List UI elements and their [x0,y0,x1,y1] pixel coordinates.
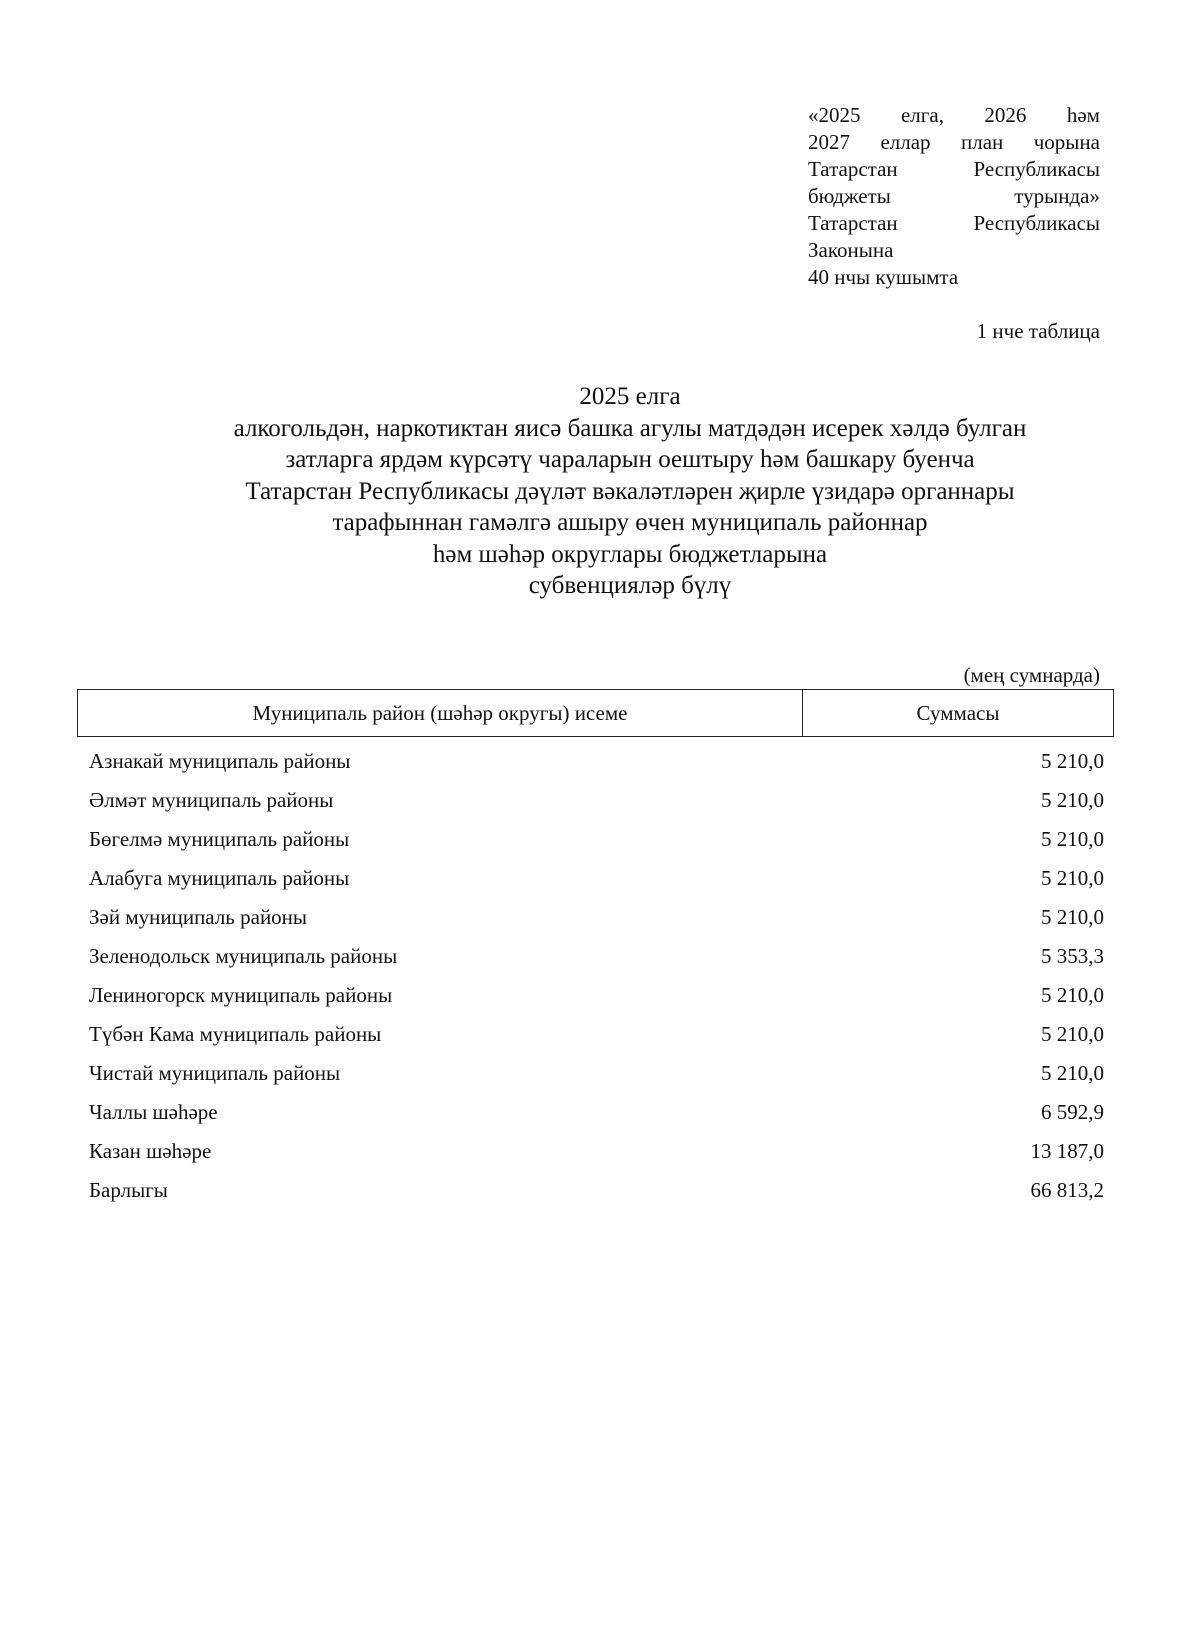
header-name-cell: Муниципаль район (шәһәр округы) исеме [78,690,803,736]
appendix-word: елга, [900,103,944,127]
table-row [89,820,1104,859]
row-sum: 5 210,0 [1041,1061,1104,1085]
appendix-word: 2026 [984,103,1027,127]
title-line: тарафыннан гамәлгә ашыру өчен муниципаль районнар [332,509,928,536]
appendix-word: Татарстан [808,211,898,235]
row-name: Зәй муниципаль районы [89,905,308,929]
row-name: Барлыгы [89,1178,168,1202]
document-title [100,381,1160,602]
row-sum: 5 210,0 [1041,827,1104,851]
appendix-word: «2025 [808,103,861,127]
appendix-word: Татарстан [808,157,898,181]
appendix-word: Республикасы [973,211,1100,235]
appendix-line [808,102,1100,129]
appendix-word: турында» [1014,184,1100,208]
row-sum: 5 353,3 [1041,944,1104,968]
row-sum: 5 210,0 [1041,749,1104,773]
row-sum: 5 210,0 [1041,905,1104,929]
appendix-word: 2027 [808,130,850,154]
appendix-reference [808,102,1100,291]
title-line: 2025 елга [579,383,681,410]
title-line: Татарстан Республикасы дәүләт вәкаләтләрен җирле үзидарә органнары [245,477,1015,505]
appendix-line [808,183,1100,210]
appendix-line [808,129,1100,156]
row-name: Зеленодольск муниципаль районы [89,944,398,968]
table-row [89,1054,1104,1093]
table-header [77,689,1114,737]
appendix-word: план [961,130,1004,154]
row-sum: 5 210,0 [1041,866,1104,890]
appendix-line [808,264,1100,291]
table-row [89,898,1104,937]
row-sum: 13 187,0 [1030,1139,1104,1163]
row-name: Азнакай муниципаль районы [89,749,351,773]
row-sum: 6 592,9 [1041,1100,1104,1124]
appendix-line [808,237,1100,264]
row-sum: 66 813,2 [1030,1178,1104,1202]
table-row [89,742,1104,781]
row-sum: 5 210,0 [1041,788,1104,812]
appendix-word: еллар [880,130,931,154]
table-row [89,1015,1104,1054]
row-name: Лениногорск муниципаль районы [89,983,393,1007]
appendix-line [808,156,1100,183]
appendix-word: Республикасы [973,157,1100,181]
table-body [89,742,1104,1210]
appendix-line [808,210,1100,237]
title-line: алкогольдән, наркотиктан яисә башка агулы матдәдән исерек хәлдә булган [233,414,1027,442]
row-sum: 5 210,0 [1041,983,1104,1007]
row-name: Әлмәт муниципаль районы [89,788,334,812]
units-note: (мең сумнарда) [963,663,1100,687]
table-number: 1 нче таблица [976,319,1100,343]
row-name: Бөгелмә муниципаль районы [89,827,350,851]
appendix-word: Законына [808,238,894,262]
row-sum: 5 210,0 [1041,1022,1104,1046]
header-sum-cell: Суммасы [916,700,1000,725]
table-row [89,859,1104,898]
row-name: Чистай муниципаль районы [89,1061,341,1085]
appendix-word: чорына [1033,130,1100,154]
title-line: һәм шәһәр округлары бюджетларына [432,540,828,568]
title-line: затларга ярдәм күрсәтү чараларын оештыру һәм башкару буенча [285,446,975,473]
appendix-word: һәм [1066,103,1100,127]
table-row [89,937,1104,976]
table-row [89,781,1104,820]
table-row [89,1171,1104,1210]
title-line: субвенцияләр бүлү [528,572,732,599]
row-name: Казан шәһәре [89,1139,212,1163]
row-name: Чаллы шәһәре [89,1100,218,1124]
table-row [89,1093,1104,1132]
table-row [89,976,1104,1015]
appendix-word: 40 нчы кушымта [808,265,959,289]
appendix-word: бюджеты [808,184,891,208]
row-name: Түбән Кама муниципаль районы [89,1022,382,1046]
row-name: Алабуга муниципаль районы [89,866,350,890]
table-row [89,1132,1104,1171]
